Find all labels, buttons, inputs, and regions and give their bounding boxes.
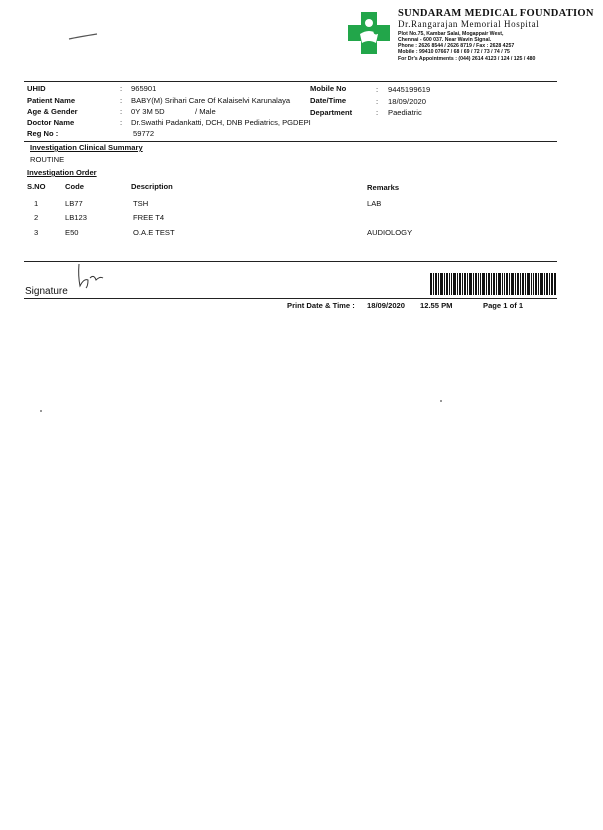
pen-scribble-mark [68,31,98,41]
address-line-2: Chennai - 600 037. Near Wavin Signal. [398,37,492,43]
patient-name-value: BABY(M) Srihari Care Of Kalaiselvi Karunalaya [131,96,291,105]
doctor-name-value: Dr.Swathi Padankatti, DCH, DNB Pediatrics, PGDEPI [131,118,311,127]
uhid-label: UHID [27,84,46,93]
address-line-5: For Dr's Appointments : (044) 2614 4123 / 124 / 125 / 480 [398,56,536,62]
print-time: 12.55 PM [420,301,453,310]
doctor-name-colon: : [120,118,123,127]
reg-no-value: 59772 [133,129,155,138]
date-time-value: 18/09/2020 [388,97,427,106]
handwritten-signature [76,262,106,290]
age-gender-colon: : [120,107,123,116]
reg-no-label: Reg No : [27,129,59,138]
row-description: O.A.E TEST [133,228,175,237]
medical-cross-logo-icon [346,10,392,56]
stray-dot [440,400,442,402]
column-header-code: Code [65,182,84,191]
age-value: 0Y 3M 5D [131,107,165,116]
row-remarks: LAB [367,199,382,208]
hospital-subtitle: Dr.Rangarajan Memorial Hospital [398,19,540,29]
date-time-colon: : [376,97,379,106]
header-divider [24,81,557,82]
column-header-sno: S.NO [27,182,46,191]
address-line-1: Plot No.75, Kambar Salai, Mogappair West, [398,31,504,37]
investigation-order-heading: Investigation Order [27,168,97,177]
barcode-icon [430,273,556,295]
row-description: TSH [133,199,149,208]
row-sno: 3 [34,228,39,237]
mobile-value: 9445199619 [388,85,431,94]
row-sno: 1 [34,199,39,208]
doctor-name-label: Doctor Name [27,118,75,127]
row-code: LB77 [65,199,83,208]
row-description: FREE T4 [133,213,165,222]
department-colon: : [376,108,379,117]
date-time-label: Date/Time [310,96,347,105]
signature-label: Signature [25,286,68,297]
hospital-name: SUNDARAM MEDICAL FOUNDATION [398,8,594,19]
patient-name-label: Patient Name [27,96,76,105]
mobile-label: Mobile No [310,84,347,93]
gender-value: / Male [195,107,216,116]
row-remarks: AUDIOLOGY [367,228,413,237]
mobile-colon: : [376,85,379,94]
uhid-colon: : [120,84,123,93]
department-value: Paediatric [388,108,422,117]
patient-name-colon: : [120,96,123,105]
row-code: E50 [65,228,79,237]
print-date: 18/09/2020 [367,301,406,310]
row-sno: 2 [34,213,39,222]
row-code: LB123 [65,213,87,222]
clinical-summary-heading: Investigation Clinical Summary [30,143,143,152]
patient-info-divider [24,141,557,142]
column-header-description: Description [131,182,173,191]
address-line-4: Mobile : 99410 07667 / 68 / 69 / 72 / 73 / 74 / 75 [398,49,510,55]
clinical-summary-text: ROUTINE [30,155,65,164]
page-number: Page 1 of 1 [483,301,524,310]
footer-divider [24,298,557,299]
address-line-3: Phone : 2626 8544 / 2626 8719 / Fax : 2628 4257 [398,43,515,49]
uhid-value: 965901 [131,84,157,93]
print-date-time-label: Print Date & Time : [287,301,355,310]
stray-dot [40,410,42,412]
age-gender-label: Age & Gender [27,107,78,116]
column-header-remarks: Remarks [367,183,400,192]
department-label: Department [310,108,353,117]
